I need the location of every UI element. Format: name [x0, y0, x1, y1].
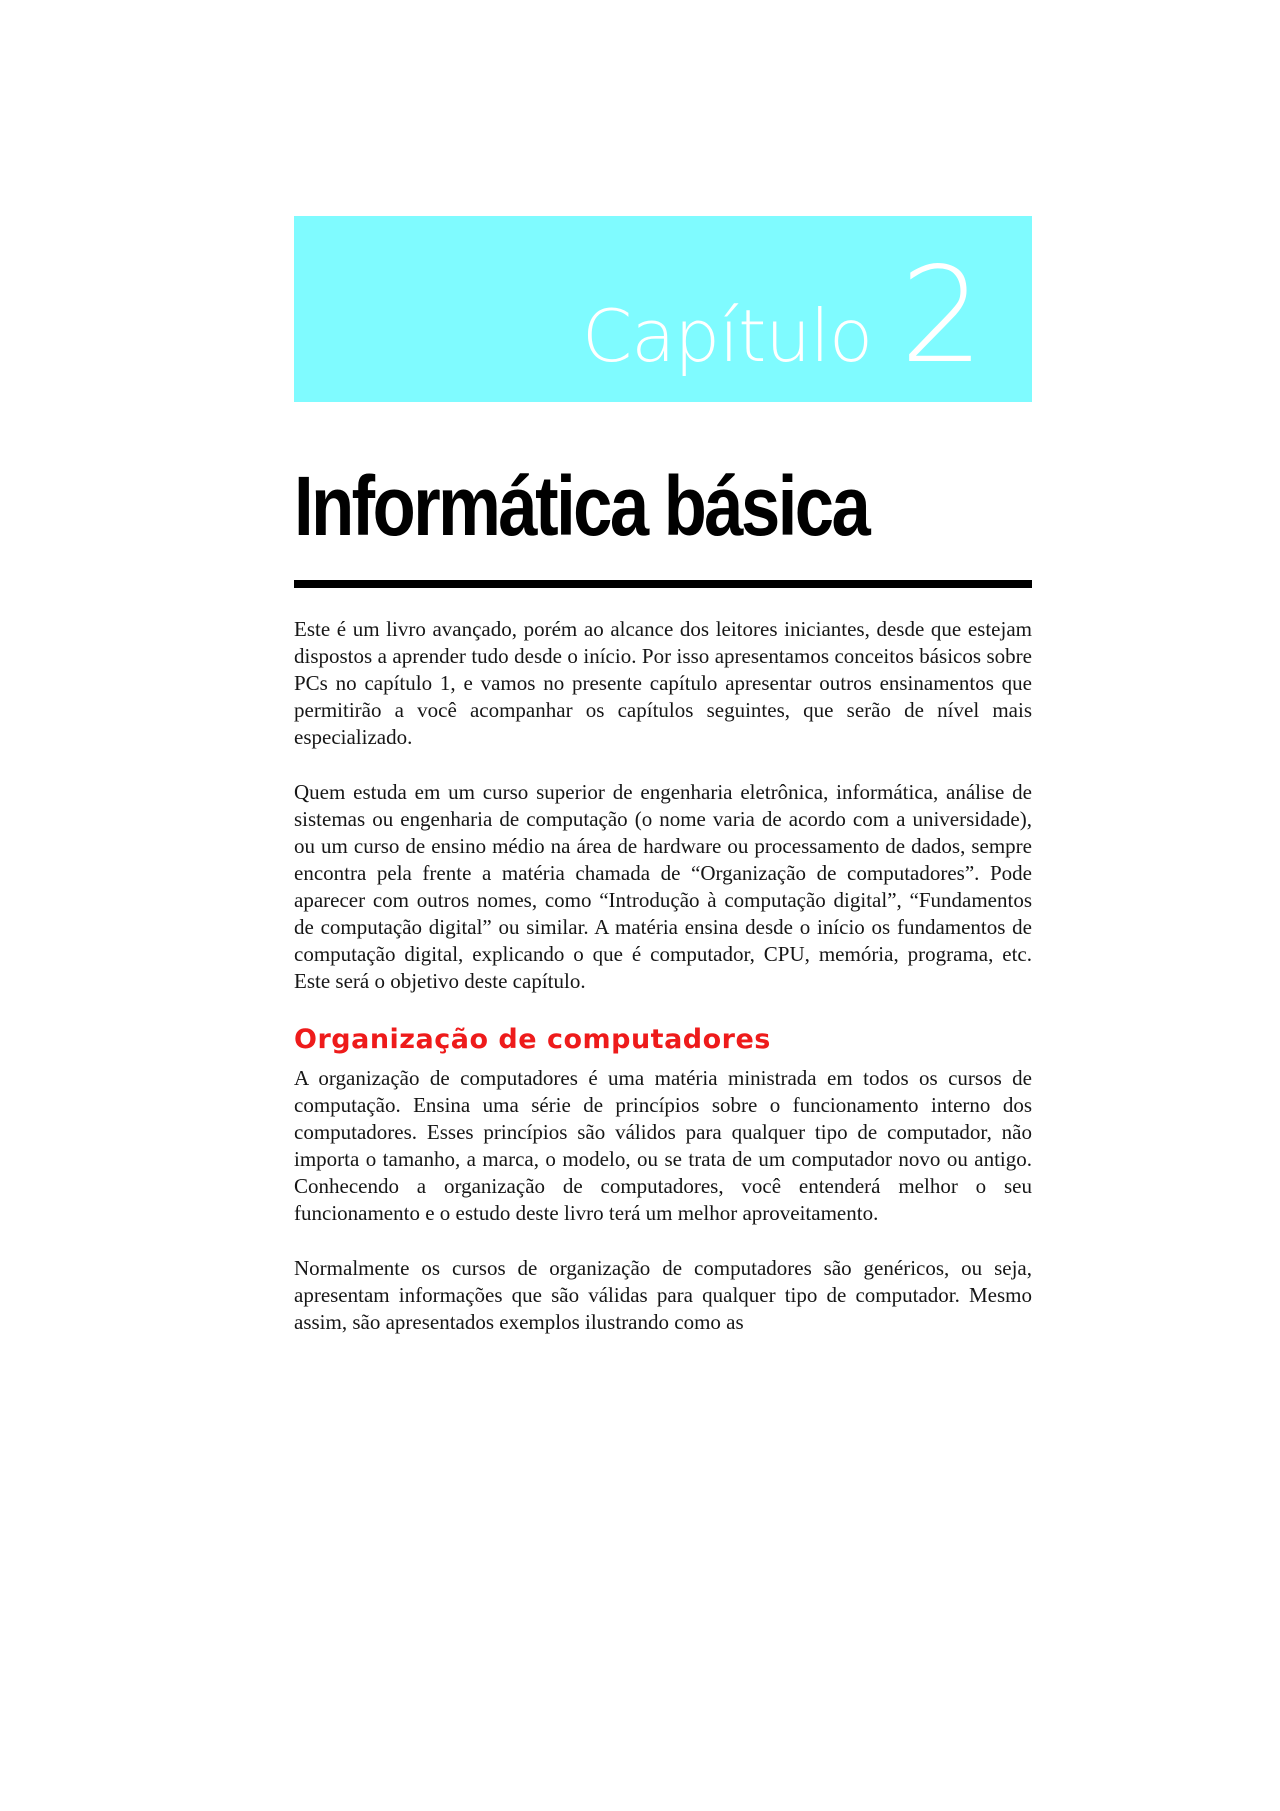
chapter-title: Informática básica — [294, 459, 869, 553]
chapter-body — [294, 616, 1032, 1364]
title-divider — [294, 580, 1032, 588]
intro-paragraph-2: Quem estuda em um curso superior de engenharia eletrônica, informática, análise de sistemas ou engenharia de computação (o nome varia de acordo com a universidade), ou um curso de ensino médio na área de hardware ou processamento de dados, sempre encontra pela frente a matéria chamada de “Organização de computadores”. Pode aparecer com outros nomes, como “Introdução à computação digital”, “Fundamentos de computação digital” ou similar. A matéria ensina desde o início os fundamentos de computação digital, explicando o que é computador, CPU, memória, programa, etc. Este será o objetivo deste capítulo. — [294, 780, 1032, 993]
section-heading: Organização de computadores — [294, 1024, 771, 1055]
chapter-word: Capítulo — [581, 294, 873, 378]
chapter-label — [581, 239, 984, 393]
section-paragraph-2: Normalmente os cursos de organização de computadores são genéricos, ou seja, apresentam informações que são válidas para qualquer tipo de computador. Mesmo assim, são apresentados exemplos ilustrando como as — [294, 1256, 1032, 1334]
chapter-number: 2 — [900, 239, 984, 393]
section-paragraph-1: A organização de computadores é uma matéria ministrada em todos os cursos de computação. Ensina uma série de princípios sobre o funcionamento interno dos computadores. Esses princípios são válidos para qualquer tipo de computador, não importa o tamanho, a marca, o modelo, ou se trata de um computador novo ou antigo. Conhecendo a organização de computadores, você entenderá melhor o seu funcionamento e o estudo deste livro terá um melhor aproveitamento. — [294, 1066, 1032, 1225]
intro-paragraph-1: Este é um livro avançado, porém ao alcance dos leitores iniciantes, desde que estejam dispostos a aprender tudo desde o início. Por isso apresentamos conceitos básicos sobre PCs no capítulo 1, e vamos no presente capítulo apresentar outros ensinamentos que permitirão a você acompanhar os capítulos seguintes, que serão de nível mais especializado. — [294, 617, 1032, 749]
chapter-banner — [294, 216, 1032, 402]
